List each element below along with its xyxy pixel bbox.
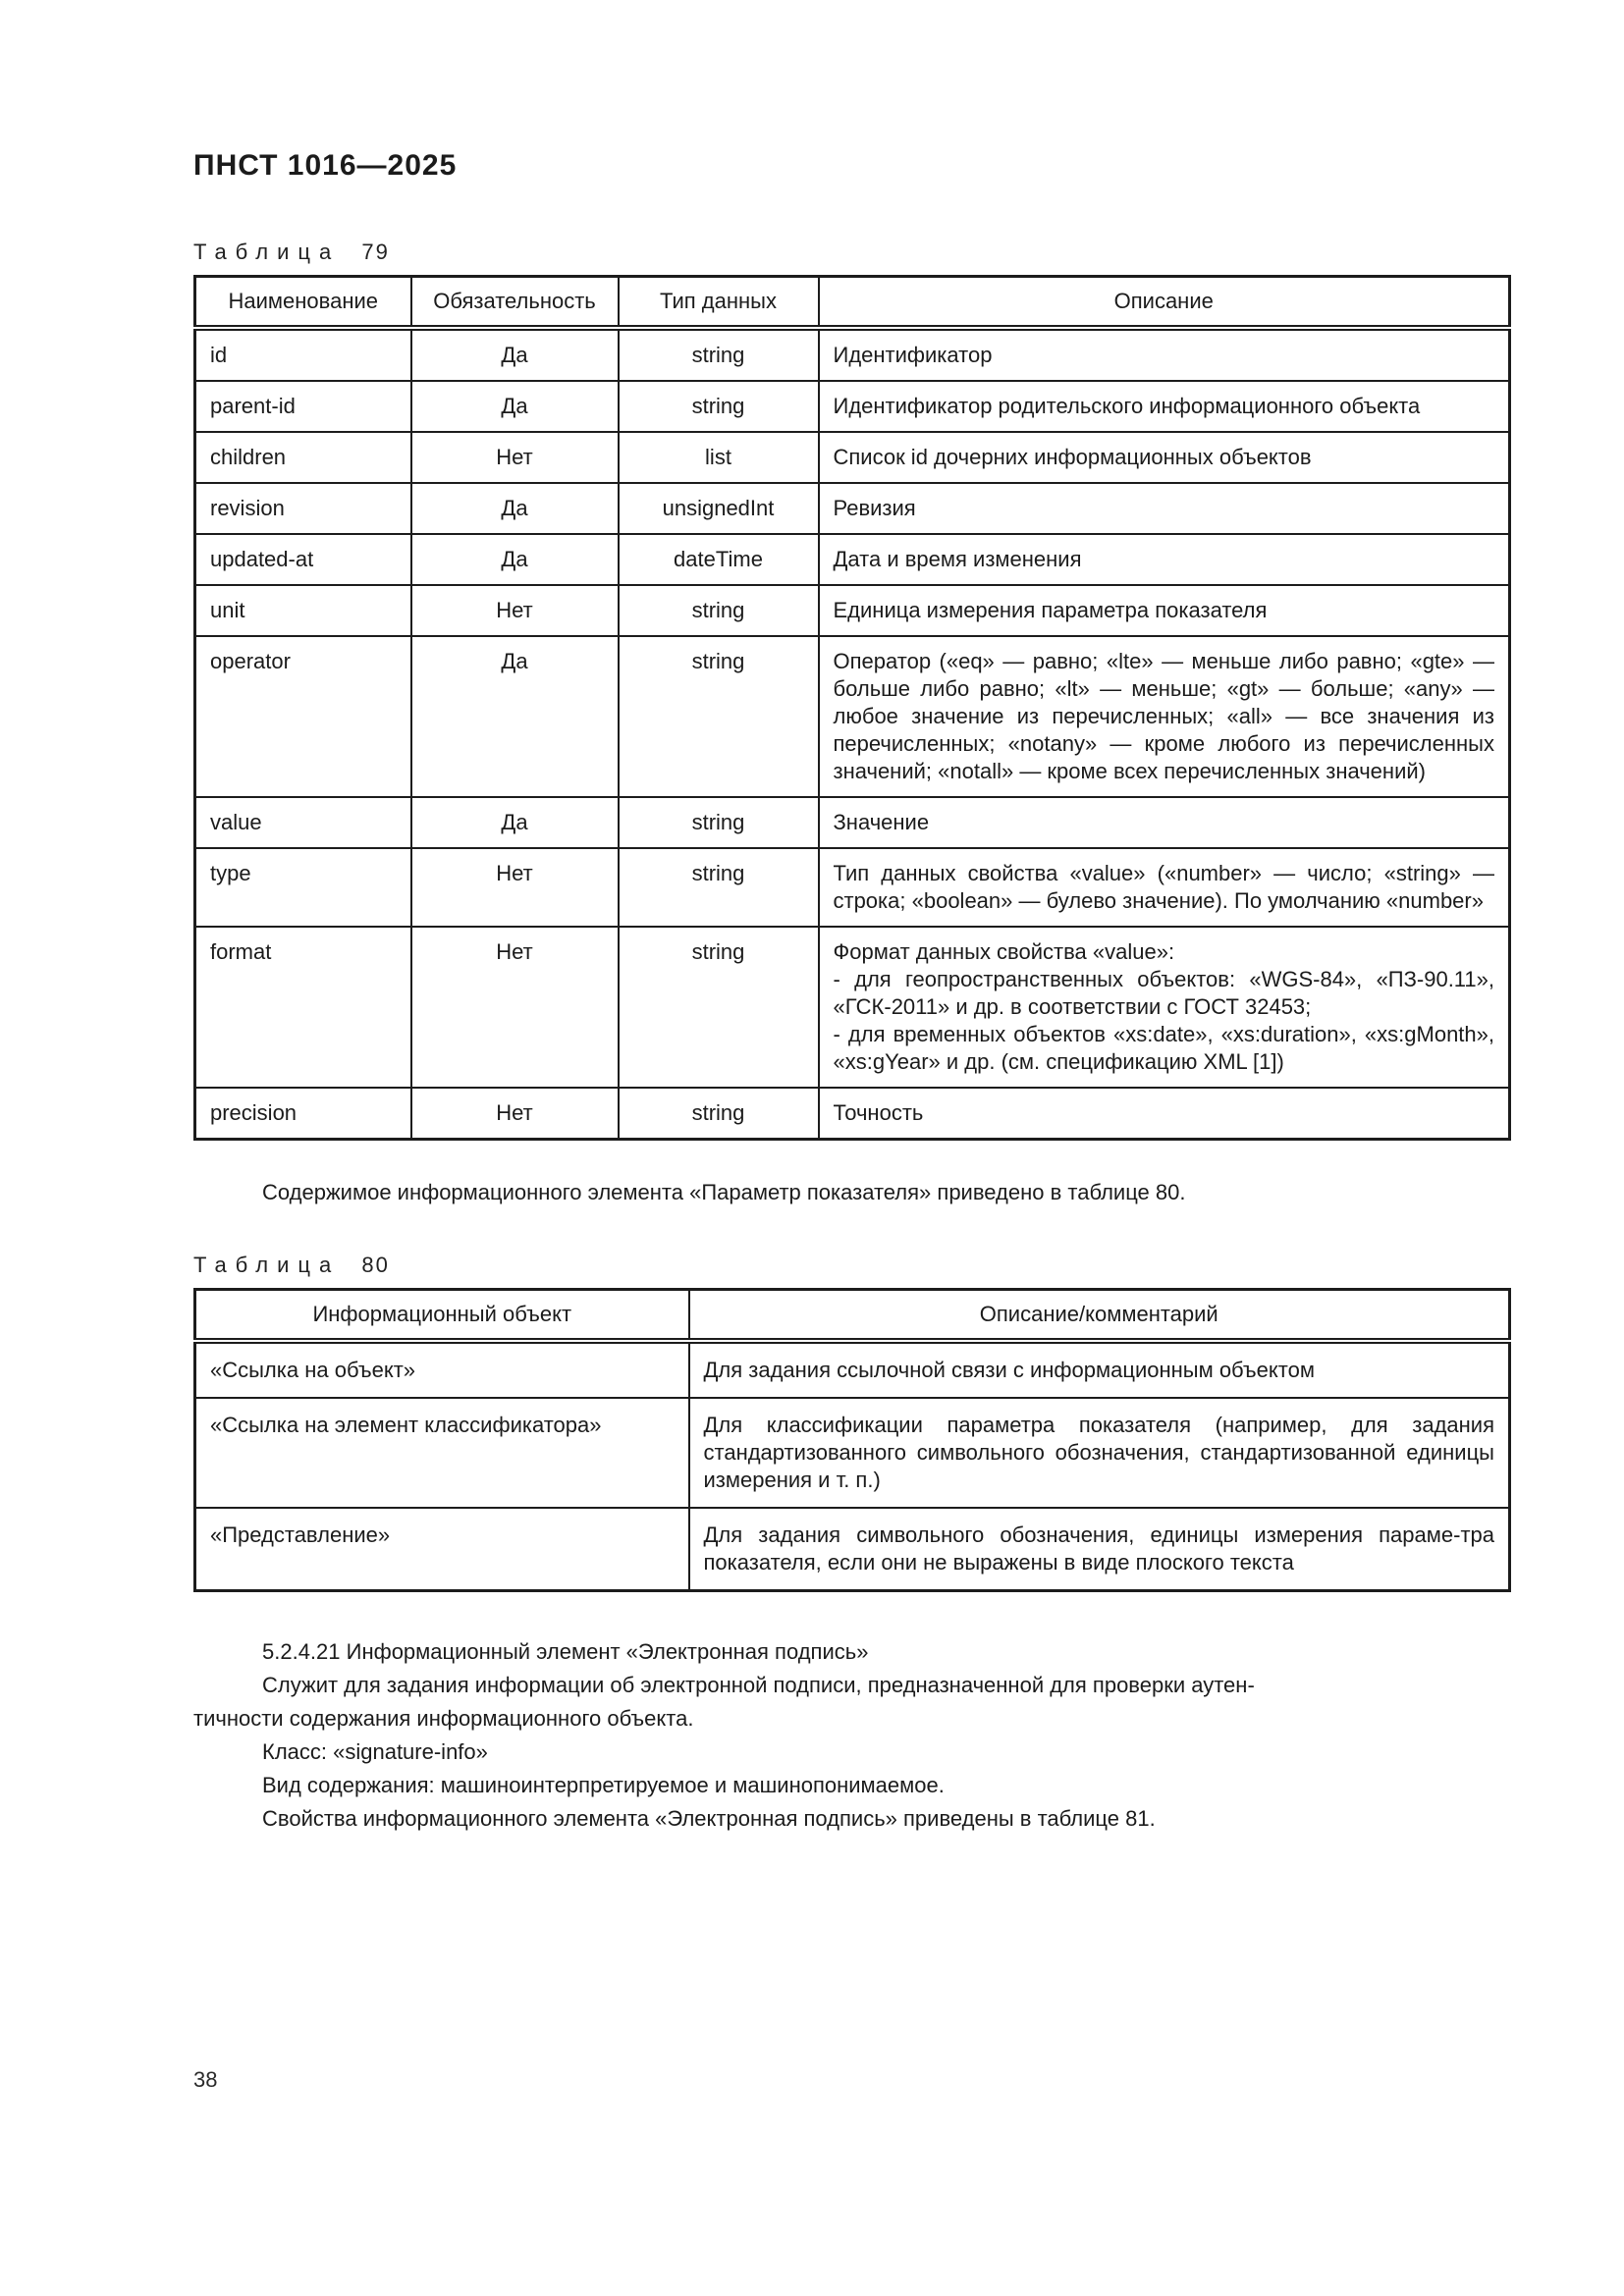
cell-required: Да bbox=[411, 328, 619, 381]
cell-required: Да bbox=[411, 483, 619, 534]
cell-description: Идентификатор bbox=[819, 328, 1510, 381]
cell-name: children bbox=[195, 432, 411, 483]
cell-name: precision bbox=[195, 1088, 411, 1140]
table-row bbox=[195, 585, 1510, 636]
cell-datatype: string bbox=[619, 927, 819, 1088]
cell-description bbox=[819, 927, 1510, 1088]
column-header-description: Описание bbox=[819, 277, 1510, 329]
table-79-label-number: 79 bbox=[361, 240, 390, 264]
table-row bbox=[195, 848, 1510, 927]
page-number: 38 bbox=[193, 2067, 218, 2092]
cell-name: updated-at bbox=[195, 534, 411, 585]
table-row bbox=[195, 927, 1510, 1088]
table-80-label-word: Таблица bbox=[193, 1253, 341, 1277]
table-80 bbox=[193, 1288, 1511, 1592]
format-desc-item: - для геопространственных объектов: «WGS-84», «ПЗ-90.11», «ГСК-2011» и др. в соответствии с ГОСТ 32453; bbox=[833, 967, 1494, 1019]
table-row bbox=[195, 797, 1510, 848]
cell-datatype: string bbox=[619, 1088, 819, 1140]
column-header-required: Обязательность bbox=[411, 277, 619, 329]
column-header-datatype: Тип данных bbox=[619, 277, 819, 329]
cell-required: Нет bbox=[411, 927, 619, 1088]
section-content-kind-line: Вид содержания: машиноинтерпретируемое и машинопонимаемое. bbox=[262, 1773, 945, 1797]
column-header-info-object: Информационный объект bbox=[195, 1290, 689, 1342]
table-79 bbox=[193, 275, 1511, 1141]
cell-info-object: «Представление» bbox=[195, 1508, 689, 1591]
cell-name: format bbox=[195, 927, 411, 1088]
cell-required: Да bbox=[411, 797, 619, 848]
section-paragraph: тичности содержания информационного объекта. bbox=[193, 1706, 694, 1731]
document-page bbox=[193, 149, 1508, 1836]
cell-description: Единица измерения параметра показателя bbox=[819, 585, 1510, 636]
table-80-label-number: 80 bbox=[361, 1253, 390, 1277]
cell-datatype: string bbox=[619, 848, 819, 927]
section-paragraph: Служит для задания информации об электронной подписи, предназначенной для проверки аутен- bbox=[262, 1673, 1255, 1697]
table-row bbox=[195, 381, 1510, 432]
cell-datatype: string bbox=[619, 381, 819, 432]
cell-name: value bbox=[195, 797, 411, 848]
cell-datatype: unsignedInt bbox=[619, 483, 819, 534]
cell-info-object: «Ссылка на элемент классификатора» bbox=[195, 1398, 689, 1508]
table-79-label-word: Таблица bbox=[193, 240, 341, 264]
cell-datatype: string bbox=[619, 328, 819, 381]
cell-description: Тип данных свойства «value» («number» — число; «string» — строка; «boolean» — булево значение). По умолчанию «number» bbox=[819, 848, 1510, 927]
column-header-comment: Описание/комментарий bbox=[689, 1290, 1510, 1342]
cell-datatype: dateTime bbox=[619, 534, 819, 585]
cell-description: Список id дочерних информационных объектов bbox=[819, 432, 1510, 483]
cell-required: Нет bbox=[411, 848, 619, 927]
paragraph-table80-ref: Содержимое информационного элемента «Параметр показателя» приведено в таблице 80. bbox=[262, 1180, 1186, 1204]
cell-description: Значение bbox=[819, 797, 1510, 848]
cell-name: operator bbox=[195, 636, 411, 797]
cell-datatype: string bbox=[619, 585, 819, 636]
section-5-2-4-21 bbox=[193, 1635, 1508, 1836]
cell-description: Ревизия bbox=[819, 483, 1510, 534]
cell-required: Да bbox=[411, 636, 619, 797]
cell-description: Идентификатор родительского информационного объекта bbox=[819, 381, 1510, 432]
table-79-header-row bbox=[195, 277, 1510, 329]
format-desc-item: - для временных объектов «xs:date», «xs:duration», «xs:gMonth», «xs:gYear» и др. (см. спецификацию XML [1]) bbox=[833, 1022, 1494, 1074]
cell-name: id bbox=[195, 328, 411, 381]
table-row bbox=[195, 1398, 1510, 1508]
table-row bbox=[195, 328, 1510, 381]
column-header-name: Наименование bbox=[195, 277, 411, 329]
cell-datatype: list bbox=[619, 432, 819, 483]
table-row bbox=[195, 1341, 1510, 1398]
cell-description: Дата и время изменения bbox=[819, 534, 1510, 585]
cell-required: Да bbox=[411, 381, 619, 432]
cell-required: Нет bbox=[411, 1088, 619, 1140]
table-row bbox=[195, 1088, 1510, 1140]
cell-required: Нет bbox=[411, 432, 619, 483]
format-desc-intro: Формат данных свойства «value»: bbox=[833, 939, 1175, 964]
table-row bbox=[195, 432, 1510, 483]
table-80-header-row bbox=[195, 1290, 1510, 1342]
cell-comment: Для задания ссылочной связи с информационным объектом bbox=[689, 1341, 1510, 1398]
cell-comment: Для задания символьного обозначения, единицы измерения параме-тра показателя, если они не выражены в виде плоского текста bbox=[689, 1508, 1510, 1591]
cell-datatype: string bbox=[619, 636, 819, 797]
table-row bbox=[195, 534, 1510, 585]
section-heading: 5.2.4.21 Информационный элемент «Электронная подпись» bbox=[262, 1639, 869, 1664]
doc-code: ПНСТ 1016—2025 bbox=[193, 149, 458, 182]
cell-description: Оператор («eq» — равно; «lte» — меньше либо равно; «gte» — больше либо равно; «lt» — меньше; «gt» — больше; «any» — любое значение из перечисленных; «all» — все значения из перечисленных; «notany» — кроме любого из перечисленных значений; «notall» — кроме всех перечисленных значений) bbox=[819, 636, 1510, 797]
section-class-line: Класс: «signature-info» bbox=[262, 1739, 488, 1764]
table-row bbox=[195, 1508, 1510, 1591]
table-80-label bbox=[193, 1253, 1508, 1278]
cell-required: Нет bbox=[411, 585, 619, 636]
cell-comment: Для классификации параметра показателя (например, для задания стандартизованного символьного обозначения, стандартизованной единицы измерения и т. п.) bbox=[689, 1398, 1510, 1508]
table-row bbox=[195, 483, 1510, 534]
cell-info-object: «Ссылка на объект» bbox=[195, 1341, 689, 1398]
cell-name: revision bbox=[195, 483, 411, 534]
table-79-label bbox=[193, 240, 1508, 265]
cell-name: type bbox=[195, 848, 411, 927]
table-row bbox=[195, 636, 1510, 797]
cell-name: parent-id bbox=[195, 381, 411, 432]
cell-datatype: string bbox=[619, 797, 819, 848]
cell-name: unit bbox=[195, 585, 411, 636]
section-props-ref-line: Свойства информационного элемента «Электронная подпись» приведены в таблице 81. bbox=[262, 1806, 1156, 1831]
cell-required: Да bbox=[411, 534, 619, 585]
cell-description: Точность bbox=[819, 1088, 1510, 1140]
